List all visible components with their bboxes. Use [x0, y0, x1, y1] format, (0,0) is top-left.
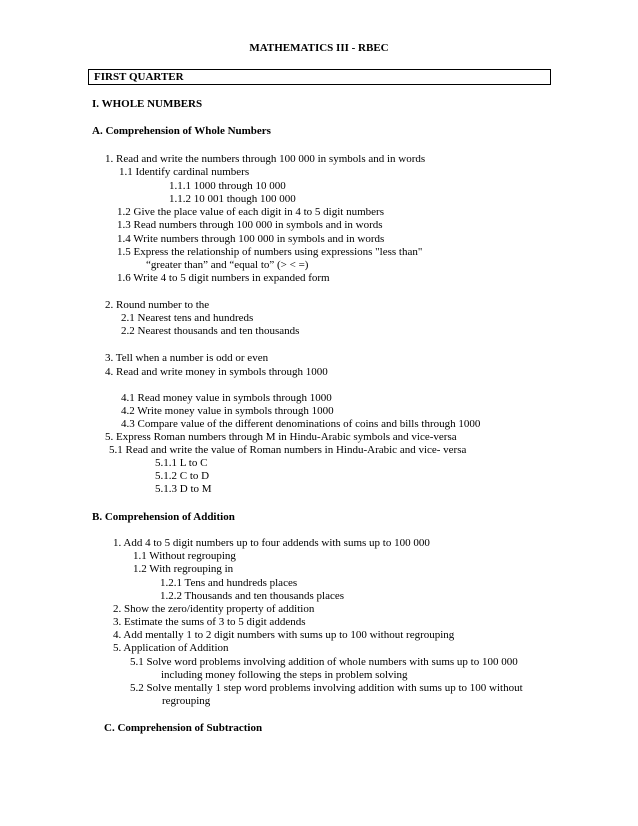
list-item: 1.3 Read numbers through 100 000 in symbols and in words [117, 219, 383, 231]
subsection-heading-c: C. Comprehension of Subtraction [104, 722, 263, 734]
list-item: 1. Read and write the numbers through 100 000 in symbols and in words [105, 153, 426, 165]
quarter-label: FIRST QUARTER [94, 71, 184, 83]
list-item: 1.2 With regrouping in [133, 563, 234, 575]
list-item-continuation: “greater than” and “equal to” (> < =) [146, 259, 309, 271]
list-item: 2. Show the zero/identity property of addition [113, 603, 315, 615]
list-item: 5.1.2 C to D [155, 470, 210, 482]
list-item: 1.2 Give the place value of each digit in 4 to 5 digit numbers [117, 206, 384, 218]
list-item: 4.2 Write money value in symbols through 1000 [121, 405, 334, 417]
list-item: 5.1 Read and write the value of Roman numbers in Hindu-Arabic and vice- versa [109, 444, 467, 456]
list-item: 4. Add mentally 1 to 2 digit numbers with sums up to 100 without regrouping [113, 629, 455, 641]
list-item: 1.1 Without regrouping [133, 550, 236, 562]
list-item: 1.1.1 1000 through 10 000 [169, 180, 286, 192]
list-item: 1. Add 4 to 5 digit numbers up to four addends with sums up to 100 000 [113, 537, 430, 549]
list-item: 4.1 Read money value in symbols through 1000 [121, 392, 332, 404]
list-item: 1.1 Identify cardinal numbers [119, 166, 250, 178]
quarter-box [88, 69, 551, 85]
list-item: 5.1.1 L to C [155, 457, 208, 469]
list-item: 4. Read and write money in symbols through 1000 [105, 366, 328, 378]
subsection-heading-a: A. Comprehension of Whole Numbers [92, 125, 271, 137]
list-item: 1.5 Express the relationship of numbers using expressions "less than" [117, 246, 423, 258]
list-item: 1.2.2 Thousands and ten thousands places [160, 590, 345, 602]
subsection-heading-b: B. Comprehension of Addition [92, 511, 235, 523]
list-item-continuation: including money following the steps in problem solving [161, 669, 408, 681]
list-item: 1.1.2 10 001 though 100 000 [169, 193, 296, 205]
list-item: 1.2.1 Tens and hundreds places [160, 577, 298, 589]
list-item: 3. Estimate the sums of 3 to 5 digit addends [113, 616, 306, 628]
list-item: 2.2 Nearest thousands and ten thousands [121, 325, 300, 337]
document-title: MATHEMATICS III - RBEC [249, 42, 389, 54]
list-item: 2. Round number to the [105, 299, 210, 311]
list-item: 2.1 Nearest tens and hundreds [121, 312, 254, 324]
list-item: 5. Application of Addition [113, 642, 229, 654]
list-item: 5.1 Solve word problems involving addition of whole numbers with sums up to 100 000 [130, 656, 518, 668]
list-item: 5.2 Solve mentally 1 step word problems involving addition with sums up to 100 without [130, 682, 523, 694]
section-heading-whole-numbers: I. WHOLE NUMBERS [92, 98, 203, 110]
list-item: 5. Express Roman numbers through M in Hindu-Arabic symbols and vice-versa [105, 431, 457, 443]
list-item: 1.4 Write numbers through 100 000 in symbols and in words [117, 233, 385, 245]
list-item: 4.3 Compare value of the different denominations of coins and bills through 1000 [121, 418, 481, 430]
list-item: 3. Tell when a number is odd or even [105, 352, 269, 364]
list-item: 5.1.3 D to M [155, 483, 212, 495]
list-item-continuation: regrouping [162, 695, 211, 707]
list-item: 1.6 Write 4 to 5 digit numbers in expanded form [117, 272, 330, 284]
